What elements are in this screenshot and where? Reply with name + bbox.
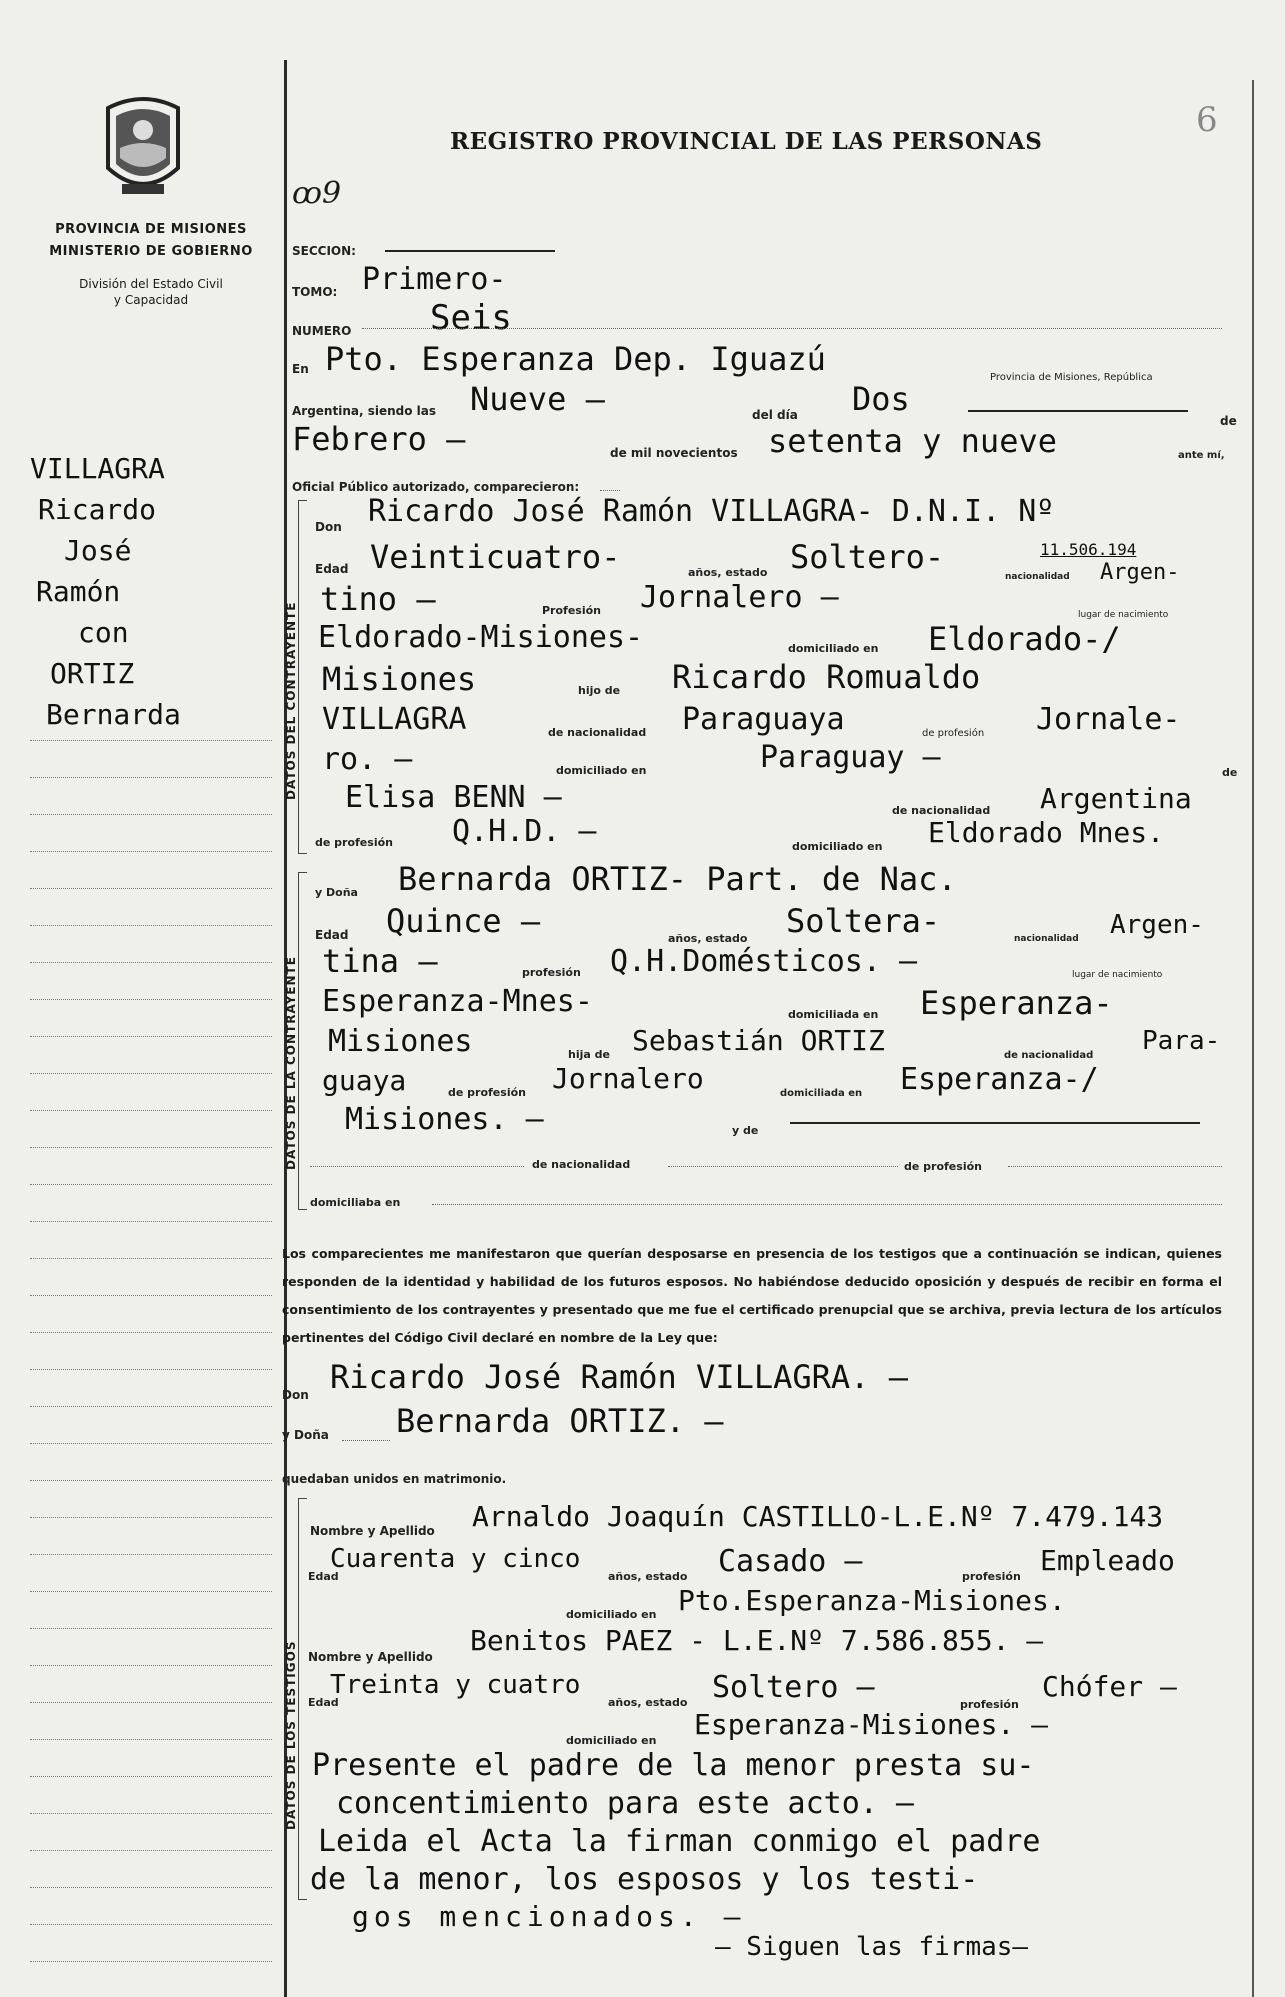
margin-note-line: Ricardo: [38, 493, 157, 526]
w2-nombre-label: Nombre y Apellido: [308, 1650, 433, 1664]
witness-bracket: [298, 1498, 307, 1900]
oficial-field: [600, 490, 620, 491]
margin-ruling-line: [30, 1961, 272, 1962]
ante-mi-label: ante mí,: [1178, 450, 1225, 461]
seccion-label: SECCION:: [292, 244, 356, 258]
w1-profesion-label: profesión: [962, 1570, 1021, 1583]
groom-mother-profession: Q.H.D. —: [452, 814, 597, 849]
margin-note-line: Bernarda: [46, 698, 181, 731]
w1-status: Casado —: [718, 1544, 863, 1579]
bride-section-label: DATOS DE LA CONTRAYENTE: [284, 956, 298, 1170]
anios-label: años, estado: [688, 566, 768, 579]
division-label: División del Estado Civil y Capacidad: [79, 277, 223, 307]
w2-profession: Chófer —: [1042, 1670, 1177, 1703]
margin-ruling-line: [30, 1480, 272, 1481]
w2-status: Soltero —: [712, 1670, 875, 1705]
en-label: En: [292, 362, 309, 376]
notes-line: de la menor, los esposos y los testi-: [310, 1862, 979, 1897]
margin-ruling-line: [30, 814, 272, 815]
groom-section-label: DATOS DEL CONTRAYENTE: [284, 601, 298, 800]
de-nacionalidad-mother-label: de nacionalidad: [892, 804, 991, 817]
tomo-label: TOMO:: [292, 285, 338, 299]
notes-line: gos mencionados. —: [352, 1900, 746, 1933]
bride-father-nationality-cont: guaya: [322, 1064, 407, 1097]
w1-domicile: Pto.Esperanza-Misiones.: [678, 1584, 1066, 1617]
bride-bracket: [298, 872, 307, 1210]
margin-ruling-line: [30, 999, 272, 1000]
margin-ruling-line: [30, 1628, 272, 1629]
groom-domicile: Eldorado-/: [928, 620, 1121, 658]
margin-ruling-line: [30, 1517, 272, 1518]
margin-ruling-line: [30, 1850, 272, 1851]
bride-father: Sebastián ORTIZ: [632, 1024, 885, 1057]
bride-nacionalidad-label: nacionalidad: [1014, 934, 1079, 944]
margin-ruling-line: [30, 1258, 272, 1259]
bride-name: Bernarda ORTIZ- Part. de Nac.: [398, 860, 957, 898]
domiciliado-label: domiciliado en: [788, 642, 879, 655]
w2-domiciliado-label: domiciliado en: [566, 1734, 657, 1747]
margin-ruling-line: [30, 1295, 272, 1296]
numero-field: [362, 328, 1222, 329]
groom-father-domicile: Paraguay —: [760, 740, 941, 775]
margin-ruling-line: [30, 1073, 272, 1074]
domiciliado-mother-label: domiciliado en: [792, 840, 883, 853]
groom-nationality-cont: tino —: [320, 580, 436, 618]
hour-value: Nueve —: [470, 380, 605, 418]
margin-note-line: ORTIZ: [50, 657, 135, 690]
margin-ruling-line: [30, 1924, 272, 1925]
don-label: Don: [315, 520, 342, 534]
bride-dom2-label: domiciliada en: [780, 1088, 863, 1099]
notes-line: — Siguen las firmas—: [715, 1932, 1029, 1962]
page-edge: [1252, 80, 1254, 1997]
left-panel: [0, 0, 285, 1997]
notes-line: Presente el padre de la menor presta su-: [312, 1748, 1035, 1783]
margin-ruling-line: [30, 888, 272, 889]
argentina-label: Argentina, siendo las: [292, 404, 437, 418]
groom-age: Veinticuatro-: [370, 538, 621, 576]
margin-ruling-line: [30, 740, 272, 741]
day-dash: [968, 410, 1188, 412]
groom-mother-nationality: Argentina: [1040, 782, 1192, 815]
bride-father-domicile: Esperanza-/: [900, 1062, 1099, 1097]
province-label: PROVINCIA DE MISIONES: [55, 222, 247, 237]
bride-lugar-label: lugar de nacimiento: [1072, 970, 1163, 980]
margin-ruling-line: [30, 1813, 272, 1814]
decl-don-label: Don: [282, 1388, 309, 1402]
margin-ruling-line: [30, 1739, 272, 1740]
margin-note-line: José: [64, 534, 132, 567]
bride-nationality-cont: tina —: [322, 942, 438, 980]
margin-note-line: Ramón: [36, 575, 121, 608]
numero-label: NUMERO: [292, 324, 352, 338]
margin-ruling-line: [30, 1776, 272, 1777]
groom-bracket: [298, 500, 307, 854]
notes-line: concentimiento para este acto. —: [336, 1786, 914, 1821]
margin-ruling-line: [30, 1887, 272, 1888]
edad-label: Edad: [315, 562, 349, 576]
seccion-field: [385, 250, 555, 252]
margin-ruling-line: [30, 777, 272, 778]
declaration-text: Los comparecientes me manifestaron que querían desposarse en presencia de los testigos que a continuación se indican, quienes responden de la identidad y habilidad de los futuros esposos. No habiéndose deducido oposición y después de recibir en forma el consentimiento de los contrayentes y presentado que me fue el certificado prenupcial que se archiva, previa lectura de los artículos pertinentes del Código Civil declaré en nombre de la Ley que:: [282, 1246, 1222, 1345]
w1-age: Cuarenta y cinco: [330, 1544, 581, 1574]
numero-value: Seis: [430, 298, 512, 338]
margin-ruling-line: [30, 1406, 272, 1407]
bride-yde-label: y de: [732, 1124, 759, 1137]
bride-profession: Q.H.Domésticos. —: [610, 944, 918, 979]
groom-dni: 11.506.194: [1040, 540, 1137, 559]
de-mother-label: de: [1222, 766, 1238, 779]
bride-father-nationality: Para-: [1142, 1026, 1221, 1056]
margin-ruling-line: [30, 1184, 272, 1185]
domiciliaba-label: domiciliaba en: [310, 1196, 401, 1209]
de-profesion-label: de profesión: [922, 728, 985, 739]
oficial-label: Oficial Público autorizado, comparecieron:: [292, 480, 580, 494]
domiciliaba-field: [432, 1204, 1222, 1205]
decl-dona-label: y Doña: [282, 1428, 329, 1442]
united-label: quedaban unidos en matrimonio.: [282, 1472, 507, 1486]
groom-domicile-cont: Misiones: [322, 660, 477, 698]
de-label: de: [1220, 414, 1237, 428]
groom-profession: Jornalero —: [640, 580, 839, 615]
w2-edad-label: Edad: [308, 1696, 339, 1709]
bride-status: Soltera-: [786, 902, 941, 940]
page-title: REGISTRO PROVINCIAL DE LAS PERSONAS: [450, 128, 1043, 155]
groom-name: Ricardo José Ramón VILLAGRA- D.N.I. Nº: [368, 494, 1055, 529]
bride-edad-label: Edad: [315, 928, 349, 942]
w1-anios-label: años, estado: [608, 1570, 688, 1583]
bride-birthplace: Esperanza-Mnes-: [322, 984, 593, 1019]
decl-dona-dots: [342, 1440, 390, 1441]
groom-status: Soltero-: [790, 538, 945, 576]
bride-anios-label: años, estado: [668, 932, 748, 945]
del-dia-label: del día: [752, 408, 798, 422]
w1-nombre-label: Nombre y Apellido: [310, 1524, 435, 1538]
dona-label: y Doña: [315, 886, 358, 899]
margin-ruling-line: [30, 1665, 272, 1666]
groom-nationality: Argen-: [1100, 560, 1180, 585]
groom-father-profession-cont: ro. —: [322, 742, 413, 777]
ministry-label: MINISTERIO DE GOBIERNO: [49, 244, 253, 259]
provincia-label: Provincia de Misiones, República: [990, 372, 1153, 383]
de-nacionalidad-label: de nacionalidad: [548, 726, 647, 739]
w2-anios-label: años, estado: [608, 1696, 688, 1709]
margin-ruling-line: [30, 851, 272, 852]
margin-ruling-line: [30, 1221, 272, 1222]
day-value: Dos: [852, 380, 910, 418]
bride-de-nac-label: de nacionalidad: [1004, 1050, 1094, 1061]
bride-de-nac2-label: de nacionalidad: [532, 1158, 631, 1171]
bride-father-domicile-cont: Misiones. —: [345, 1102, 544, 1137]
bride-mother-prof-field: [1008, 1166, 1222, 1167]
margin-ruling-line: [30, 1443, 272, 1444]
bride-de-prof-label: de profesión: [448, 1086, 526, 1099]
lugar-nacimiento-label: lugar de nacimiento: [1078, 610, 1169, 620]
w1-edad-label: Edad: [308, 1570, 339, 1583]
nacionalidad-label: nacionalidad: [1005, 572, 1070, 582]
groom-birthplace: Eldorado-Misiones-: [318, 620, 644, 655]
de-profesion-mother-label: de profesión: [315, 836, 393, 849]
margin-ruling-line: [30, 1369, 272, 1370]
margin-ruling-line: [30, 1591, 272, 1592]
margin-note-line: VILLAGRA: [30, 452, 165, 485]
witness-section-label: DATOS DE LOS TESTIGOS: [284, 1640, 298, 1830]
bride-hija-label: hija de: [568, 1048, 610, 1061]
groom-father-surname: VILLAGRA: [322, 702, 467, 737]
bride-mother-blank: [310, 1166, 524, 1167]
de-mil-label: de mil novecientos: [610, 446, 738, 460]
margin-ruling-line: [30, 1702, 272, 1703]
place-value: Pto. Esperanza Dep. Iguazú: [325, 340, 826, 378]
provincial-seal-icon: [100, 88, 186, 206]
groom-mother-domicile: Eldorado Mnes.: [928, 816, 1165, 849]
page-number: 6: [1196, 100, 1218, 140]
bride-domicile: Esperanza-: [920, 984, 1113, 1022]
w1-name: Arnaldo Joaquín CASTILLO-L.E.Nº 7.479.143: [472, 1500, 1164, 1533]
w2-name: Benitos PAEZ - L.E.Nº 7.586.855. —: [470, 1624, 1044, 1657]
profesion-label: Profesión: [542, 604, 601, 617]
margin-ruling-line: [30, 1332, 272, 1333]
margin-ruling-line: [30, 1036, 272, 1037]
margin-ruling-line: [30, 1554, 272, 1555]
groom-father-nationality: Paraguaya: [682, 702, 845, 737]
bride-mother-field: [790, 1122, 1200, 1124]
month-value: Febrero —: [292, 420, 466, 458]
notes-line: Leida el Acta la firman conmigo el padre: [318, 1824, 1041, 1859]
bride-domicile-cont: Misiones: [328, 1024, 473, 1059]
groom-father-profession: Jornale-: [1036, 702, 1181, 737]
margin-ruling-line: [30, 1110, 272, 1111]
bride-nationality: Argen-: [1110, 910, 1204, 940]
hijo-de-label: hijo de: [578, 684, 621, 697]
domiciliado-en-label: domiciliado en: [556, 764, 647, 777]
margin-note: [30, 448, 270, 735]
tomo-value: Primero-: [362, 262, 507, 297]
margin-note-line: con: [78, 616, 129, 649]
margin-ruling-line: [30, 962, 272, 963]
w2-domicile: Esperanza-Misiones. —: [694, 1708, 1049, 1741]
groom-father: Ricardo Romualdo: [672, 658, 981, 696]
bride-mother-nat-field: [668, 1166, 898, 1167]
bride-age: Quince —: [386, 902, 541, 940]
bride-father-profession: Jornalero: [552, 1062, 704, 1095]
bride-domiciliada-label: domiciliada en: [788, 1008, 879, 1021]
w2-profesion-label: profesión: [960, 1698, 1019, 1711]
decl-bride-name: Bernarda ORTIZ. —: [396, 1402, 724, 1440]
record-scribble: ꝏ9: [292, 176, 342, 211]
margin-ruling-line: [30, 1147, 272, 1148]
margin-ruling-line: [30, 925, 272, 926]
year-value: setenta y nueve: [768, 422, 1057, 460]
decl-groom-name: Ricardo José Ramón VILLAGRA. —: [330, 1358, 908, 1396]
bride-de-prof2-label: de profesión: [904, 1160, 982, 1173]
w1-domiciliado-label: domiciliado en: [566, 1608, 657, 1621]
w2-age: Treinta y cuatro: [330, 1670, 581, 1700]
w1-profession: Empleado: [1040, 1544, 1175, 1577]
bride-profesion-label: profesión: [522, 966, 581, 979]
groom-mother: Elisa BENN —: [345, 780, 562, 815]
